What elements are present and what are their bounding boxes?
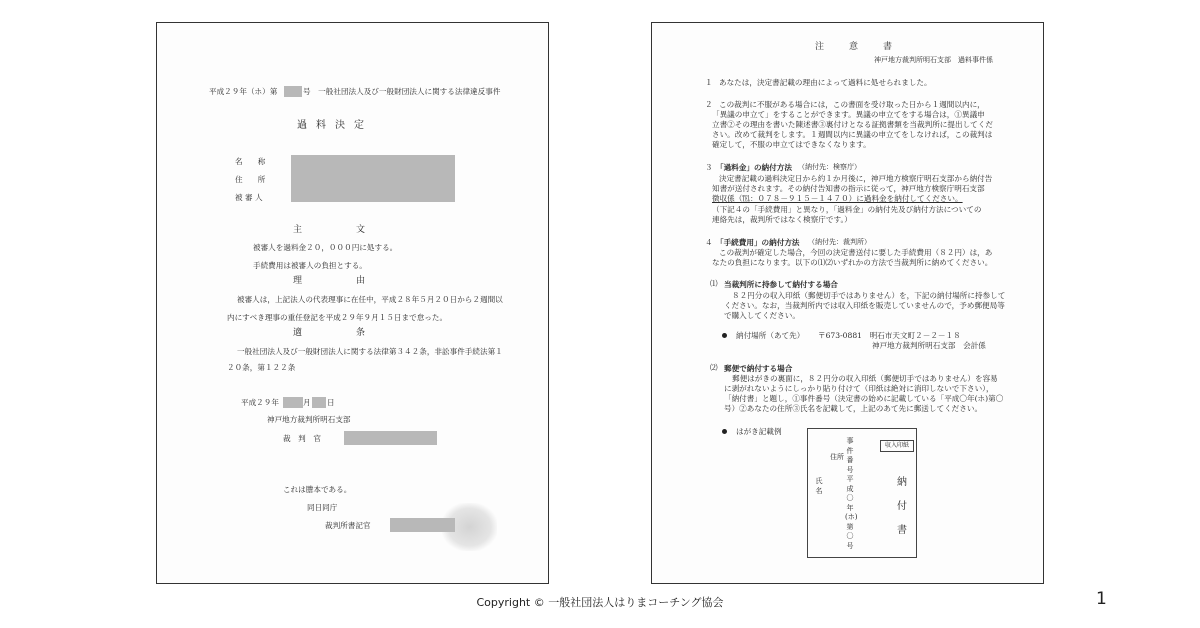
tekijo-line-2: ２０条，第１２２条	[227, 363, 296, 372]
item-2-line-2: 「異議の申立て」をすることができます。異議の申立てをする場合は，①異議申	[712, 110, 985, 119]
sub-1-title: 当裁判所に持参して納付する場合	[724, 280, 838, 289]
payment-place-label: 納付場所（あて先）	[736, 331, 805, 340]
postcard-example	[807, 428, 917, 558]
sub-1-line-3: で購入してください。	[724, 311, 800, 320]
item-4-line-1: この裁判が確定した場合，今回の決定書送付に要した手続費用（８２円）は，あ	[719, 248, 993, 257]
sub-2-line-3: 「納付書」と題し，①事件番号（決定書の始めに記載している「平成〇年(ホ)第〇	[724, 394, 1004, 403]
notice-office: 神戸地方裁判所明石支部 過料事件係	[874, 56, 993, 64]
postcard-payment-slip-title: 納付書	[897, 477, 907, 536]
payment-place-address: 〒673-0881 明石市天文町２－２－１８	[818, 331, 961, 340]
item-4-number: ４	[705, 238, 713, 247]
document-title: 過料決定	[297, 120, 373, 131]
shubun-heading: 主 文	[293, 225, 366, 235]
item-3-line-5: 連絡先は，裁判所ではなく検察庁です。）	[712, 215, 852, 224]
same-day-note: 同日同庁	[307, 503, 338, 512]
postcard-name-label: 氏名	[815, 477, 823, 495]
postcard-case-number: 平成〇年(ホ)第〇号	[845, 475, 858, 550]
judge-label: 裁 判 官	[283, 434, 321, 443]
redacted-judge-name	[344, 431, 437, 445]
item-2-number: ２	[705, 100, 713, 109]
redacted-clerk-name	[390, 518, 455, 532]
notice-title: 注 意 書	[815, 42, 901, 52]
field-address-label: 住 所	[235, 175, 266, 184]
bullet-icon	[722, 333, 727, 338]
postcard-case-label: 事件番号	[846, 437, 854, 474]
redacted-month	[283, 397, 303, 408]
item-3-title: 「過料金」の納付方法	[716, 163, 792, 172]
item-4-line-2: なたの負担になります。以下の⑴⑵いずれかの方法で当裁判所に納めてください。	[712, 258, 993, 267]
decision-document-page	[156, 22, 549, 584]
item-2-line-3: 立書②その理由を書いた陳述書③裏付けとなる証拠書類を当裁判所に提出してくだ	[712, 120, 993, 129]
sub-1-line-1: ８２円分の収入印紙（郵便切手ではありません）を，下記の納付場所に持参して	[732, 291, 1006, 300]
clerk-label: 裁判所書記官	[325, 521, 371, 530]
sub-1-number: ⑴	[710, 279, 718, 288]
sub-2-line-1: 郵便はがきの裏面に，８２円分の収入印紙（郵便切手ではありません）を容易	[732, 374, 998, 383]
notice-document-page	[651, 22, 1044, 584]
date-day-label: 日	[327, 398, 335, 407]
item-3-line-4: （下記４の「手続費用」と異なり，「過料金」の納付先及び納付方法についての	[712, 205, 982, 214]
field-name-label: 名 称	[235, 157, 266, 166]
item-2-line-5: 確定して，不服の申立てはできなくなります。	[712, 140, 871, 149]
item-2-line-4: さい。改めて裁判をします。１週間以内に異議の申立てをしなければ，この裁判は	[712, 130, 993, 139]
redacted-day	[312, 397, 326, 408]
sub-2-line-4: 号）②あなたの住所③氏名を記載して，上記のあて先に郵送してください。	[724, 404, 983, 413]
riyu-line-2: 内にすべき理事の重任登記を平成２９年９月１５日まで怠った。	[227, 313, 448, 322]
field-respondent-label: 被 審 人	[235, 193, 263, 202]
postcard-address-label: 住所	[830, 453, 844, 461]
redacted-case-number	[284, 86, 302, 97]
certified-copy-note: これは謄本である。	[283, 485, 352, 494]
item-3-line-2: 知書が送付されます。その納付告知書の指示に従って，神戸地方検察庁明石支部	[712, 184, 985, 193]
item-1-text: あなたは，決定書記載の理由によって過料に処せられました。	[719, 78, 932, 87]
postcard-revenue-stamp: 収入印紙	[880, 440, 914, 452]
item-2-line-1: この裁判に不服がある場合には，この書面を受け取った日から１週間以内に，	[719, 100, 985, 109]
item-3-line-3: 徴収係（℡：０７８－９１５－１４７０）に過料金を納付してください。	[712, 194, 963, 203]
copyright-footer: Copyright © 一般社団法人はりまコーチング協会	[476, 596, 724, 609]
bullet-icon	[722, 429, 727, 434]
item-4-sub: （納付先：裁判所）	[808, 238, 871, 246]
sub-2-number: ⑵	[710, 363, 718, 372]
tekijo-heading: 適 条	[293, 328, 366, 338]
item-3-line-1: 決定書記載の過料決定日から約１か月後に，神戸地方検察庁明石支部から納付告	[719, 174, 993, 183]
shubun-line-2: 手続費用は被審人の負担とする。	[253, 261, 367, 270]
riyu-heading: 理 由	[293, 276, 366, 286]
sub-2-line-2: に剥がれないようにしっかり貼り付けて（印紙は絶対に消印しないで下さい），	[724, 384, 994, 393]
riyu-line-1: 被審人は，上記法人の代表理事に在任中，平成２８年５月２０日から２週間以	[237, 295, 503, 304]
payment-place-office: 神戸地方裁判所明石支部 会計係	[872, 341, 986, 350]
court-name: 神戸地方裁判所明石支部	[267, 415, 351, 424]
item-3-sub: （納付先：検察庁）	[798, 163, 861, 171]
sub-1-line-2: ください。なお，当裁判所内では収入印紙を販売していませんので，予め郵便局等	[724, 301, 1005, 310]
slide-page-number: 1	[1096, 589, 1107, 609]
item-4-title: 「手続費用」の納付方法	[716, 238, 800, 247]
item-1-number: １	[705, 78, 713, 87]
date-prefix: 平成２９年	[241, 398, 279, 407]
sub-2-title: 郵便で納付する場合	[724, 364, 793, 373]
date-month-label: 月	[303, 398, 311, 407]
tekijo-line-1: 一般社団法人及び一般財団法人に関する法律第３４２条，非訟事件手続法第１	[237, 347, 503, 356]
case-title: 号 一般社団法人及び一般財団法人に関する法律違反事件	[303, 87, 501, 96]
redacted-party-info	[291, 155, 455, 202]
case-number-prefix: 平成２９年（ホ）第	[209, 87, 278, 96]
item-3-number: ３	[705, 163, 713, 172]
shubun-line-1: 被審人を過料金２０，０００円に処する。	[253, 243, 398, 252]
postcard-example-label: はがき記載例	[736, 427, 782, 436]
